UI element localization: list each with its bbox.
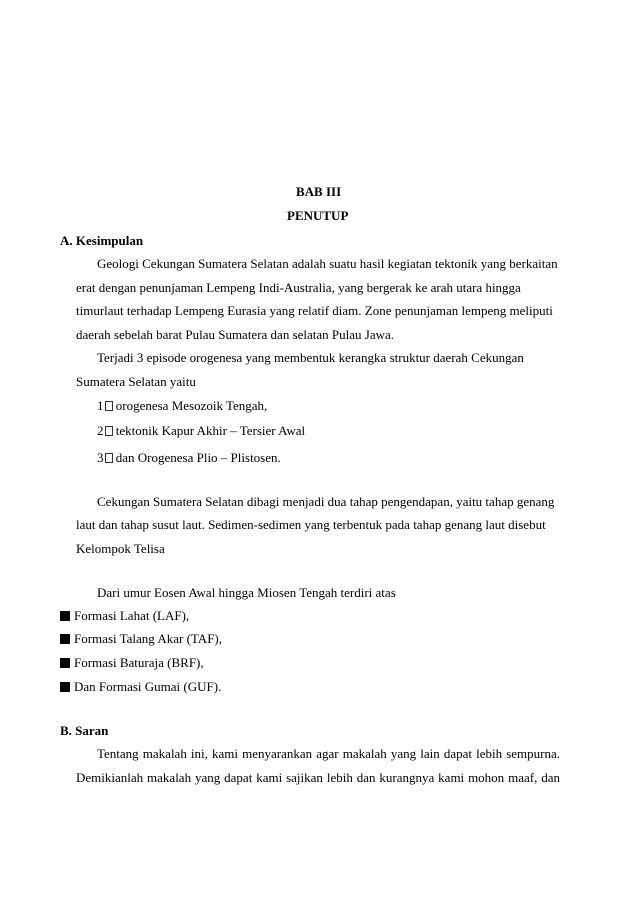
section-a-heading: A. Kesimpulan [60,233,144,248]
paragraph-line: Kelompok Telisa [76,541,165,556]
episode-text: orogenesa Mesozoik Tengah, [115,398,268,413]
episode-item [97,423,305,438]
episode-text: tektonik Kapur Akhir – Tersier Awal [115,423,306,438]
paragraph-line: daerah sebelah barat Pulau Sumatera dan selatan Pulau Jawa. [76,327,395,342]
chapter-title: PENUTUP [287,208,349,223]
paragraph-line: erat dengan penunjaman Lempeng Indi-Australia, yang bergerak ke arah utara hingga [76,280,521,295]
formation-item: Formasi Talang Akar (TAF), [74,631,223,646]
paragraph-line: Cekungan Sumatera Selatan dibagi menjadi dua tahap pengendapan, yaitu tahap genang [97,494,555,509]
square-bullet-icon [60,682,70,692]
episode-number: 3 [97,450,104,465]
formation-item: Formasi Lahat (LAF), [74,608,190,623]
paragraph-line: laut dan tahap susut laut. Sedimen-sedimen yang terbentuk pada tahap genang laut disebut [76,517,546,532]
paragraph-line: Geologi Cekungan Sumatera Selatan adalah suatu hasil kegiatan tektonik yang berkaitan [97,256,558,271]
formation-item: Dan Formasi Gumai (GUF). [74,679,222,694]
episode-item [97,398,267,413]
episode-item [97,450,281,465]
formation-item: Formasi Baturaja (BRF), [74,655,204,670]
paragraph-line: timurlaut terhadap Lempeng Eurasia yang relatif diam. Zone penunjaman lempeng meliputi [76,303,553,318]
paragraph-line: Terjadi 3 episode orogenesa yang membentuk kerangka struktur daerah Cekungan [97,350,524,365]
paragraph-line: Dari umur Eosen Awal hingga Miosen Tengah terdiri atas [97,585,396,600]
chapter-number: BAB III [296,184,342,199]
section-b-heading: B. Saran [60,723,109,738]
missing-glyph-icon [105,426,113,436]
missing-glyph-icon [105,453,113,463]
episode-text: dan Orogenesa Plio – Plistosen. [115,450,281,465]
square-bullet-icon [60,611,70,621]
paragraph-line: Sumatera Selatan yaitu [76,374,196,389]
square-bullet-icon [60,634,70,644]
episode-number: 1 [97,398,104,413]
paragraph-line: Tentang makalah ini, kami menyarankan agar makalah yang lain dapat lebih sempurna. [97,746,560,761]
missing-glyph-icon [105,401,113,411]
paragraph-line: Demikianlah makalah yang dapat kami sajikan lebih dan kurangnya kami mohon maaf, dan [76,770,560,785]
square-bullet-icon [60,658,70,668]
episode-number: 2 [97,423,104,438]
